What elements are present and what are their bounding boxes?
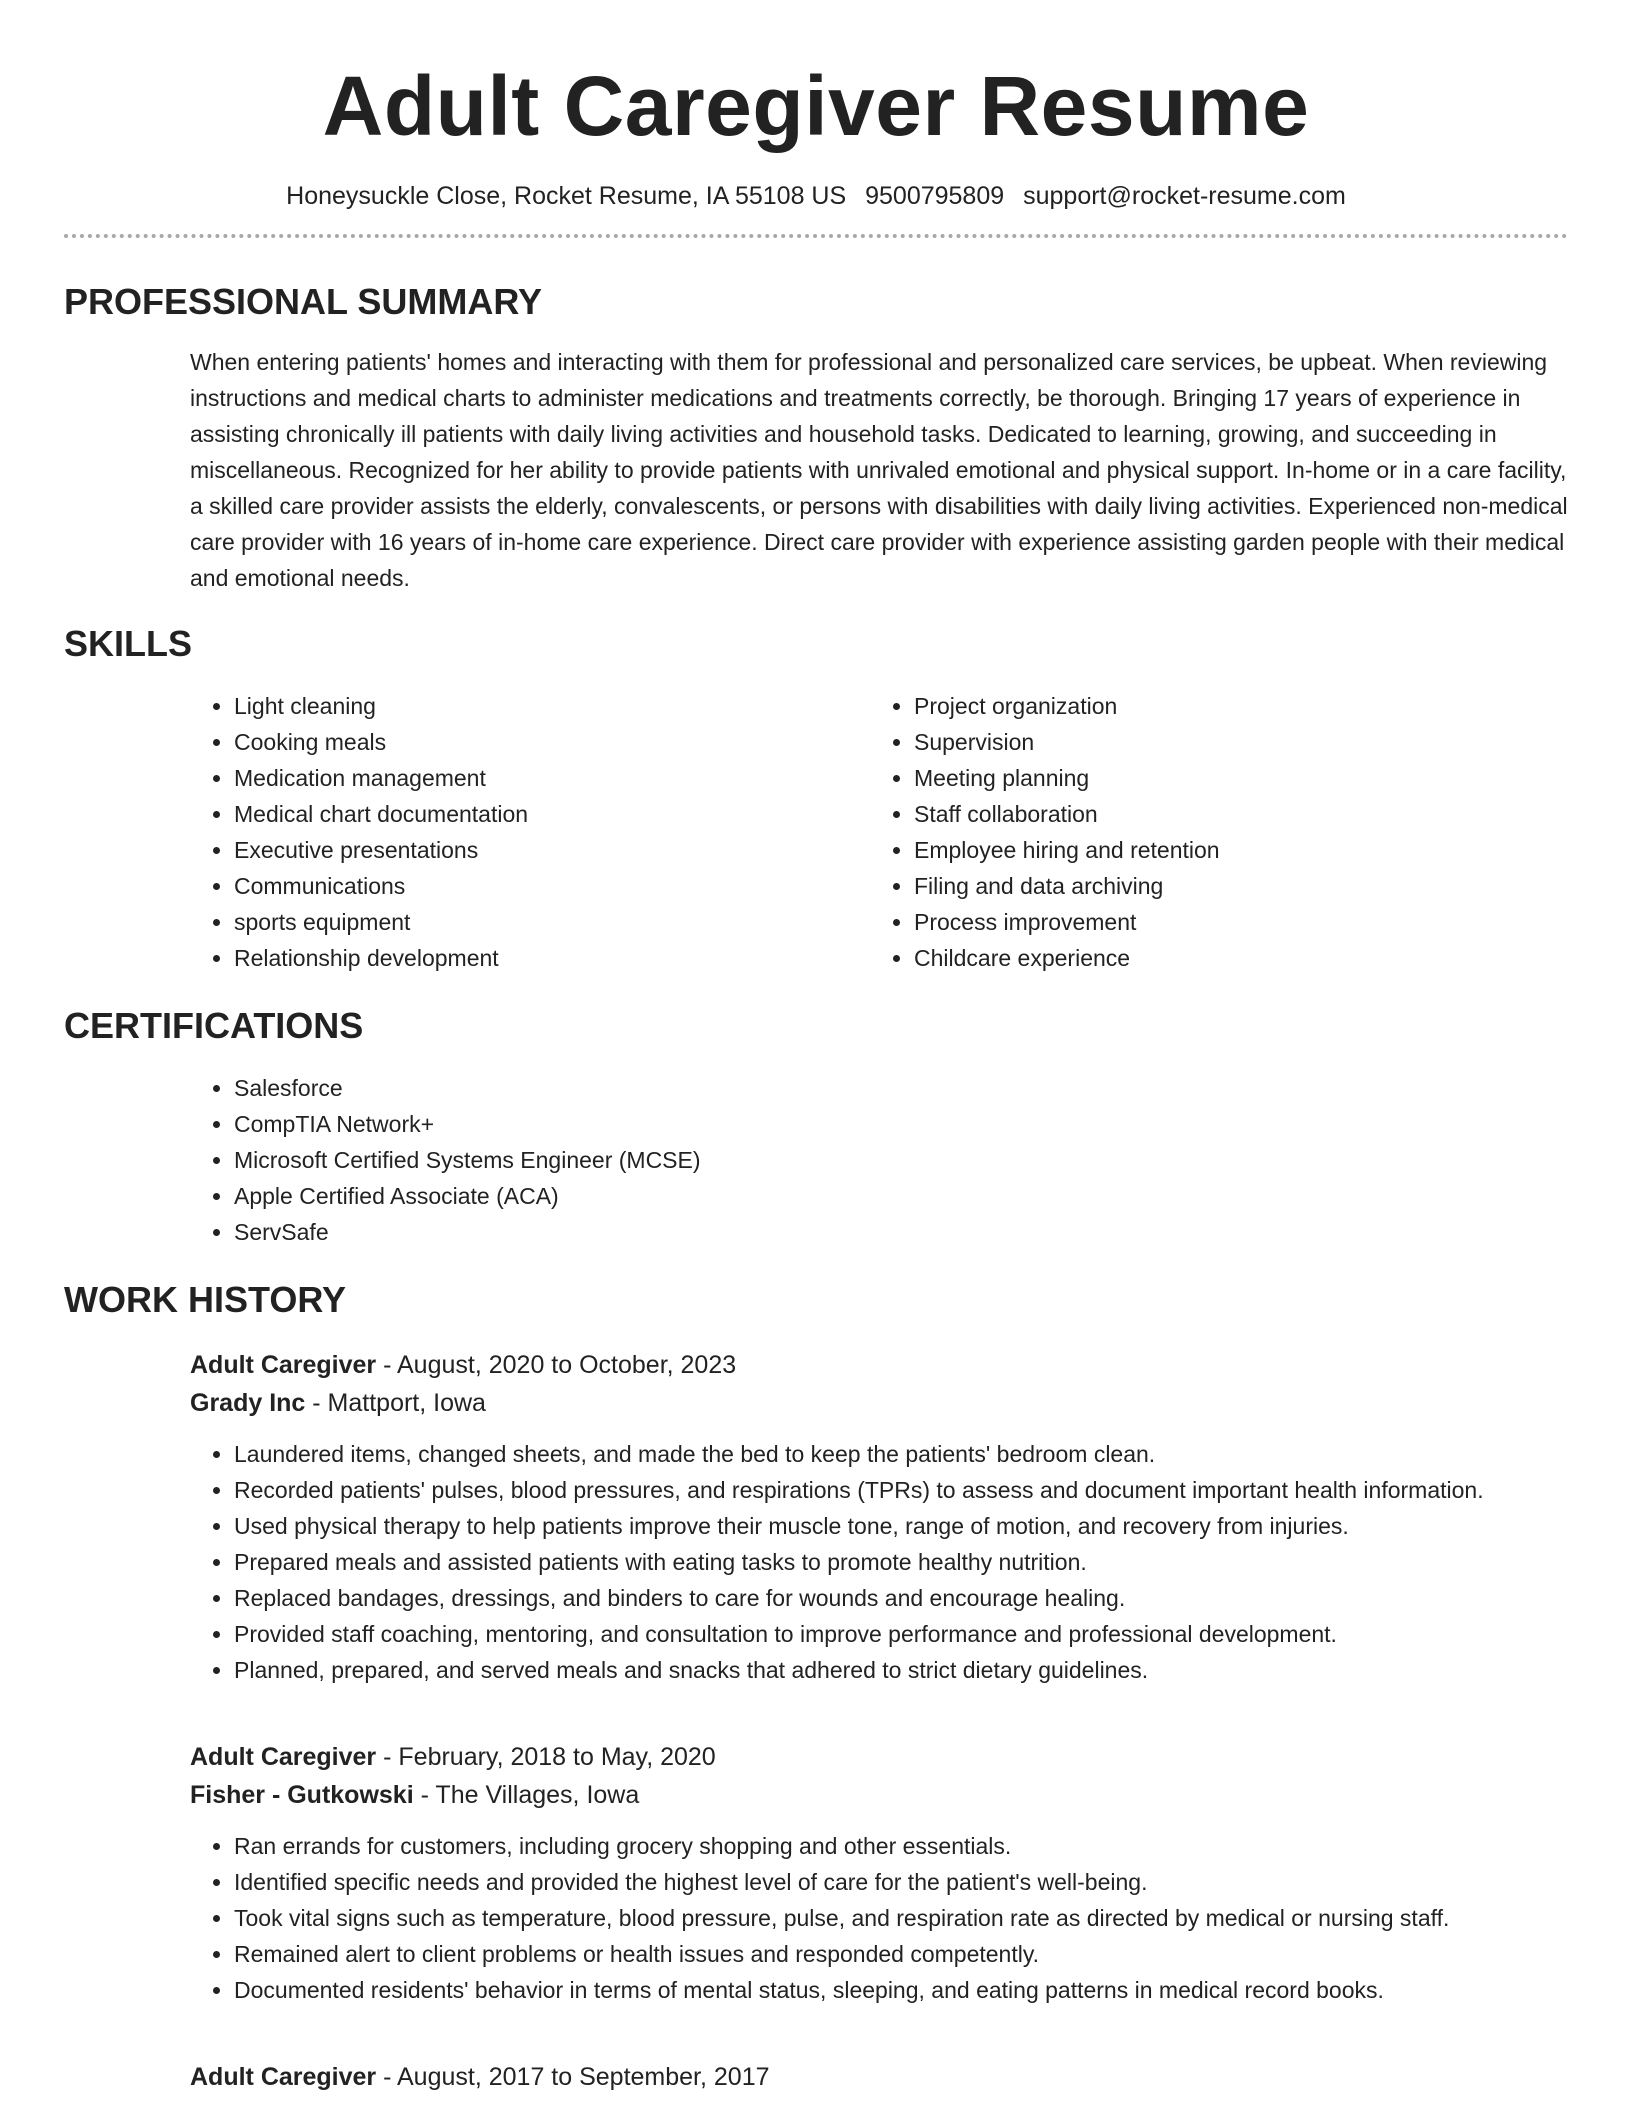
contact-phone: 9500795809 bbox=[865, 182, 1005, 210]
skill-item: • Communications bbox=[234, 868, 870, 904]
job-bullet: • Used physical therapy to help patients improve their muscle tone, range of motion, and recovery from injuries. bbox=[234, 1508, 1568, 1544]
certification-item: • Apple Certified Associate (ACA) bbox=[234, 1178, 1568, 1214]
contact-email: support@rocket-resume.com bbox=[1023, 182, 1346, 210]
job-dates: - August, 2020 to October, 2023 bbox=[376, 1351, 737, 1379]
job-title-line bbox=[190, 1346, 1568, 1384]
certification-item: • Salesforce bbox=[234, 1070, 1568, 1106]
job-company-line bbox=[190, 1384, 1568, 1422]
certifications-heading: CERTIFICATIONS bbox=[64, 1005, 364, 1046]
skills-section bbox=[64, 622, 1568, 976]
skill-item: • Childcare experience bbox=[914, 940, 1550, 976]
certification-item: • Microsoft Certified Systems Engineer (MCSE) bbox=[234, 1142, 1568, 1178]
job-bullet: • Replaced bandages, dressings, and binders to care for wounds and encourage healing. bbox=[234, 1580, 1568, 1616]
job-company: Fisher - Gutkowski bbox=[190, 1781, 414, 1809]
skill-item: • Staff collaboration bbox=[914, 796, 1550, 832]
skills-column-right bbox=[870, 688, 1550, 976]
skill-item: • Medical chart documentation bbox=[234, 796, 870, 832]
certification-item: • CompTIA Network+ bbox=[234, 1106, 1568, 1142]
summary-text: When entering patients' homes and interacting with them for professional and personalized care services, be upbeat. When reviewing instructions and medical charts to administer medications and treatments correctly, be thorough. Bringing 17 years of experience in assisting chronically ill patients with daily living activities and household tasks. Dedicated to learning, growing, and succeeding in miscellaneous. Recognized for her ability to provide patients with unrivaled emotional and physical support. In-home or in a care facility, a skilled care provider assists the elderly, convalescents, or persons with disabilities with daily living activities. Experienced non-medical care provider with 16 years of in-home care experience. Direct care provider with experience assisting garden people with their medical and emotional needs. bbox=[190, 349, 1568, 591]
job-bullet: • Planned, prepared, and served meals and snacks that adhered to strict dietary guidelines. bbox=[234, 1652, 1568, 1688]
summary-section bbox=[64, 280, 1568, 596]
job-title-line bbox=[190, 1738, 1568, 1776]
skill-item: • Executive presentations bbox=[234, 832, 870, 868]
job-bullet: • Provided staff coaching, mentoring, and consultation to improve performance and professional development. bbox=[234, 1616, 1568, 1652]
skill-item: • Medication management bbox=[234, 760, 870, 796]
job-bullet: • Recorded patients' pulses, blood pressures, and respirations (TPRs) to assess and document important health information. bbox=[234, 1472, 1568, 1508]
skills-columns bbox=[190, 688, 1568, 976]
job-location: - The Villages, Iowa bbox=[413, 1781, 640, 1809]
work-history-section bbox=[64, 1278, 1568, 2096]
certifications-section bbox=[64, 1004, 1568, 1250]
job-title: Adult Caregiver bbox=[190, 2063, 377, 2091]
job-bullet: • Documented residents' behavior in terms of mental status, sleeping, and eating patterns in medical record books. bbox=[234, 1972, 1568, 2008]
skill-item: • Project organization bbox=[914, 688, 1550, 724]
job-location: - Mattport, Iowa bbox=[305, 1389, 486, 1417]
resume-page bbox=[64, 0, 1568, 2096]
job-company-line bbox=[190, 1776, 1568, 1814]
skills-column-left bbox=[190, 688, 870, 976]
certifications-list bbox=[190, 1070, 1568, 1250]
header-divider bbox=[64, 234, 1568, 238]
job-company: Grady Inc bbox=[190, 1389, 306, 1417]
skills-heading: SKILLS bbox=[64, 623, 193, 664]
skill-item: • Supervision bbox=[914, 724, 1550, 760]
job-bullet: • Laundered items, changed sheets, and made the bed to keep the patients' bedroom clean. bbox=[234, 1436, 1568, 1472]
job-entry bbox=[190, 1738, 1568, 2008]
job-dates: - February, 2018 to May, 2020 bbox=[376, 1743, 716, 1771]
skill-item: • sports equipment bbox=[234, 904, 870, 940]
skill-item: • Light cleaning bbox=[234, 688, 870, 724]
skill-item: • Meeting planning bbox=[914, 760, 1550, 796]
summary-heading: PROFESSIONAL SUMMARY bbox=[64, 281, 543, 322]
job-entry bbox=[190, 1346, 1568, 1688]
skill-item: • Employee hiring and retention bbox=[914, 832, 1550, 868]
contact-line bbox=[64, 180, 1568, 212]
certification-item: • ServSafe bbox=[234, 1214, 1568, 1250]
job-title: Adult Caregiver bbox=[190, 1351, 377, 1379]
work-history-heading: WORK HISTORY bbox=[64, 1279, 347, 1320]
job-bullet: • Identified specific needs and provided the highest level of care for the patient's well-being. bbox=[234, 1864, 1568, 1900]
job-bullet: • Took vital signs such as temperature, blood pressure, pulse, and respiration rate as directed by medical or nursing staff. bbox=[234, 1900, 1568, 1936]
contact-address: Honeysuckle Close, Rocket Resume, IA 55108 US bbox=[286, 182, 847, 210]
skill-item: • Relationship development bbox=[234, 940, 870, 976]
skill-item: • Process improvement bbox=[914, 904, 1550, 940]
resume-title: Adult Caregiver Resume bbox=[322, 59, 1310, 153]
job-bullet: • Ran errands for customers, including grocery shopping and other essentials. bbox=[234, 1828, 1568, 1864]
job-title-line bbox=[190, 2058, 1568, 2096]
skill-item: • Filing and data archiving bbox=[914, 868, 1550, 904]
job-title: Adult Caregiver bbox=[190, 1743, 377, 1771]
job-bullet: • Prepared meals and assisted patients with eating tasks to promote healthy nutrition. bbox=[234, 1544, 1568, 1580]
job-bullet: • Remained alert to client problems or health issues and responded competently. bbox=[234, 1936, 1568, 1972]
job-entry bbox=[190, 2058, 1568, 2096]
job-dates: - August, 2017 to September, 2017 bbox=[376, 2063, 770, 2091]
skill-item: • Cooking meals bbox=[234, 724, 870, 760]
